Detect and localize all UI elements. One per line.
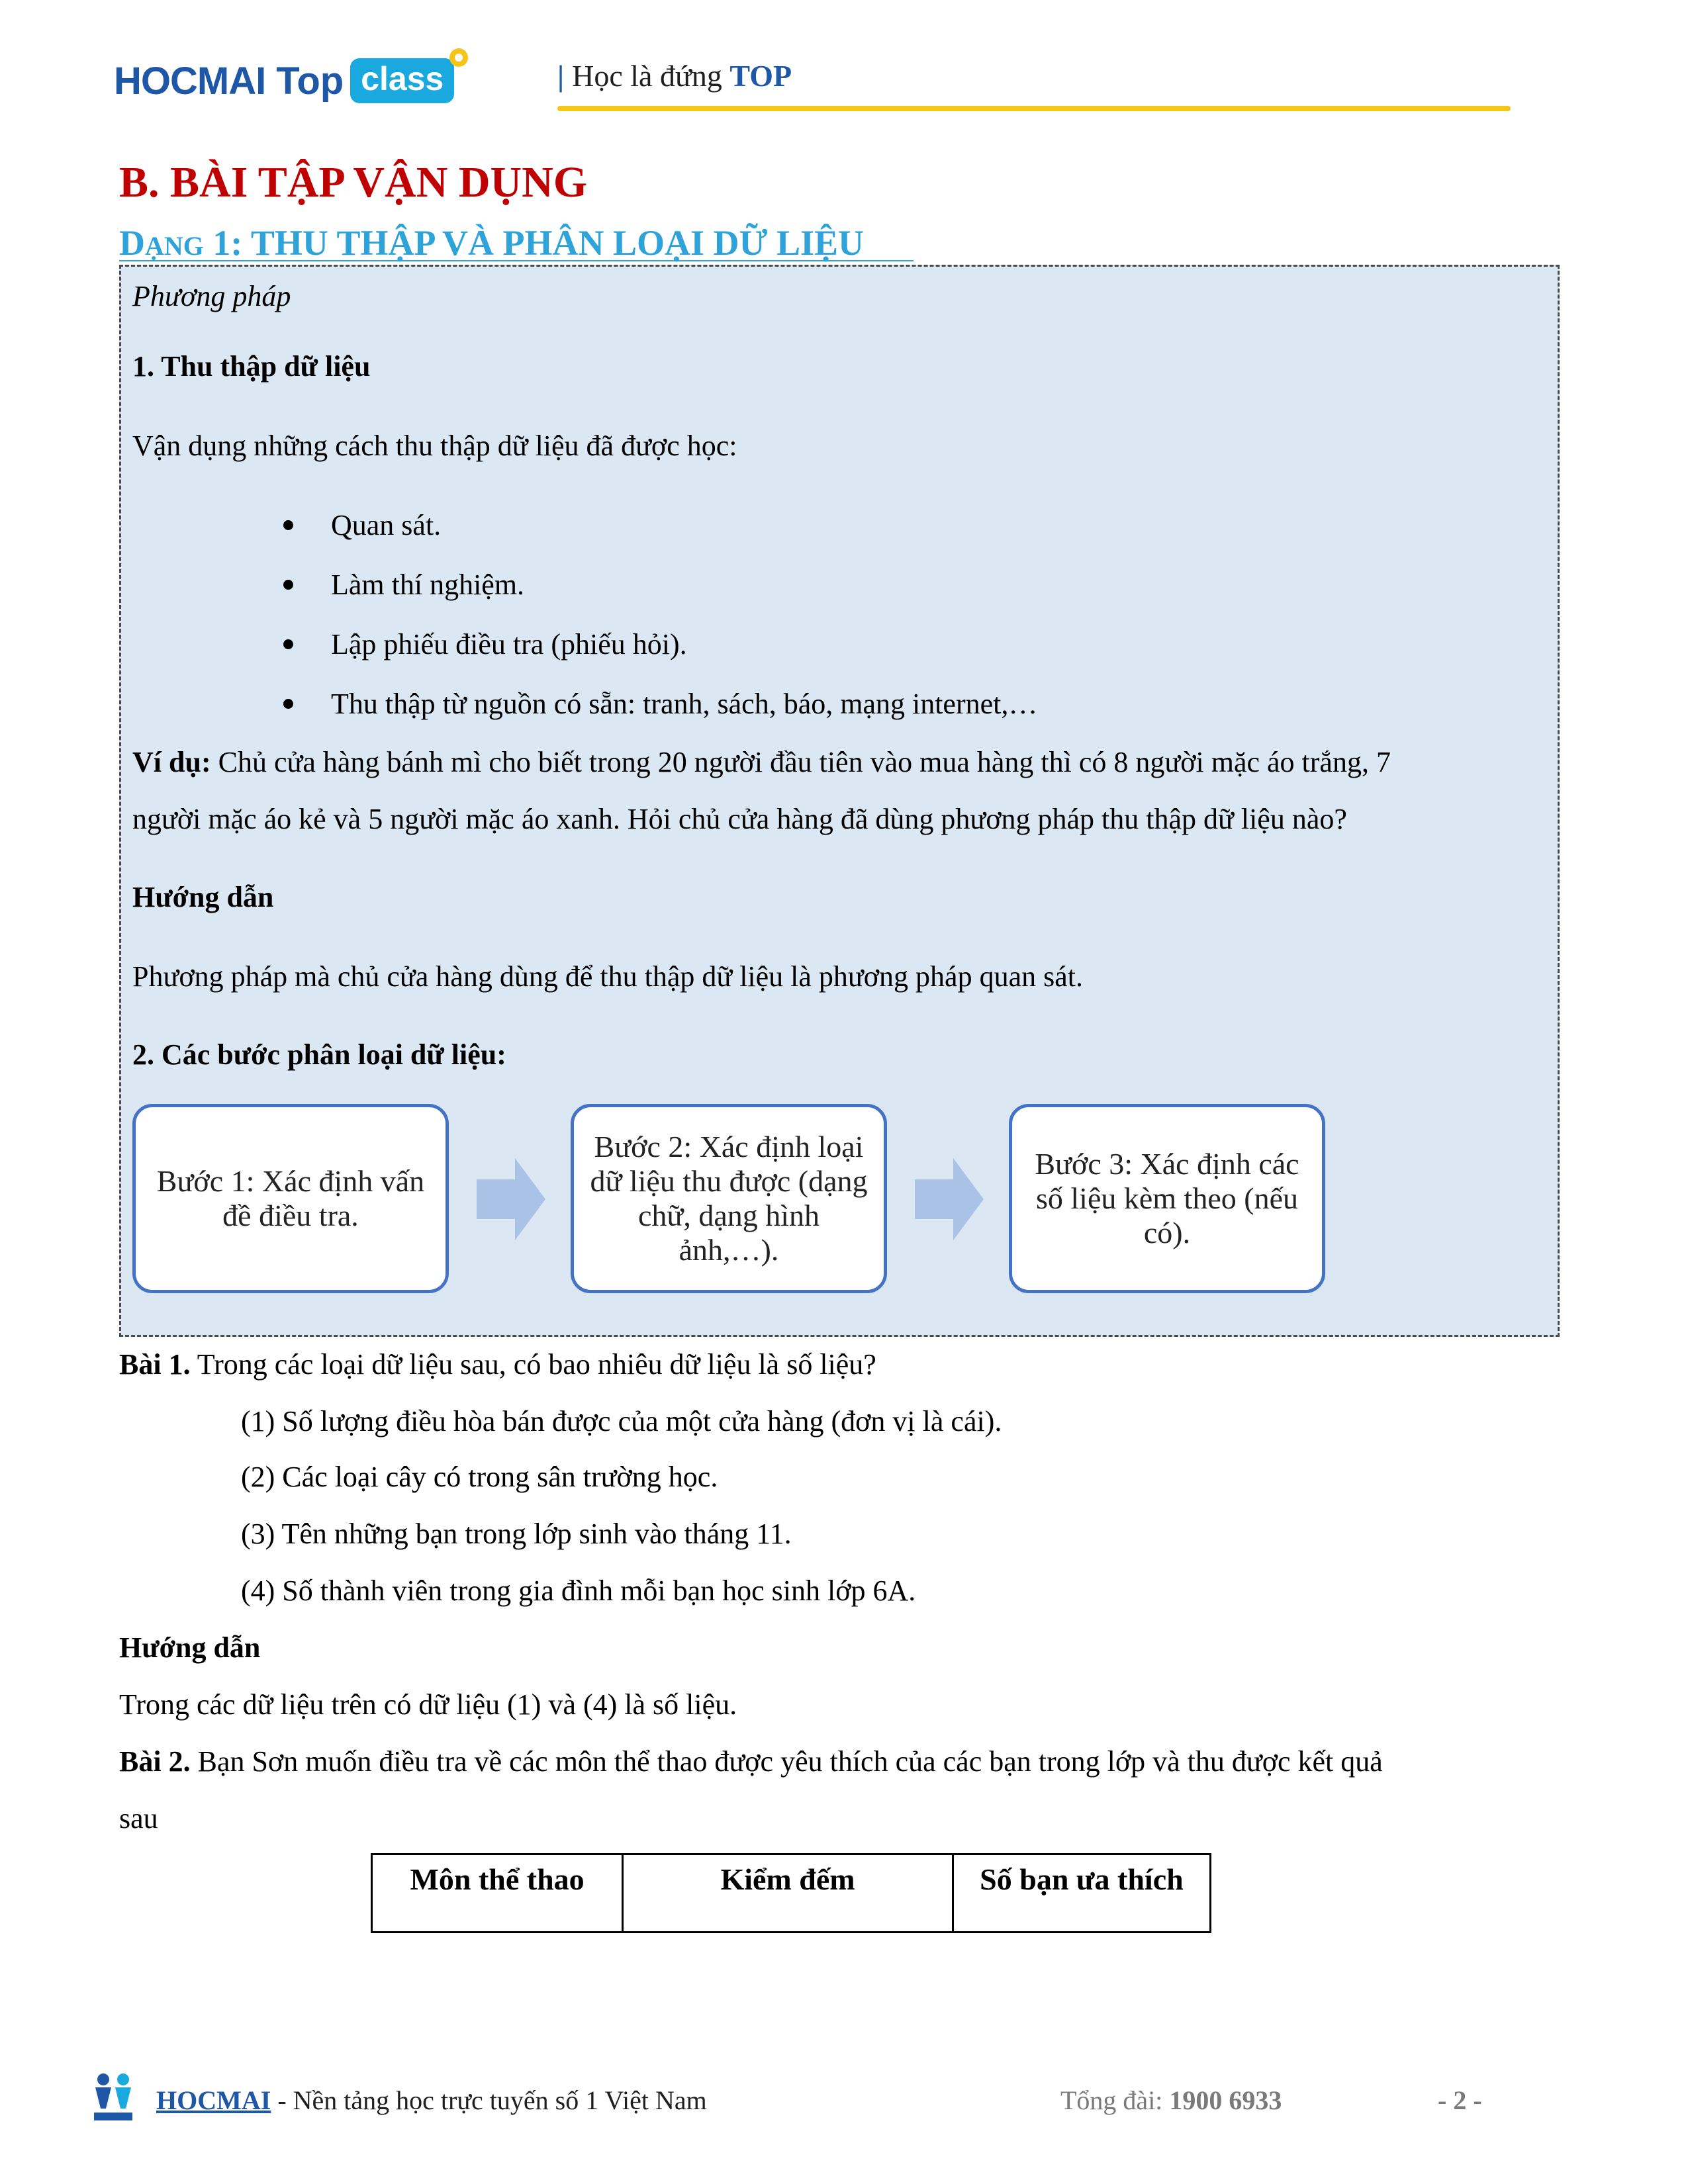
method-bullet-4: Thu thập từ nguồn có sẵn: tranh, sách, báo, mạng internet,… xyxy=(331,688,1038,720)
subtitle-underline xyxy=(119,260,914,261)
tagline-text: Học là đứng xyxy=(572,59,722,93)
example-label: Ví dụ: xyxy=(132,746,211,778)
header-divider xyxy=(557,106,1511,111)
logo-hocmai-text: HOCMAI xyxy=(114,59,266,103)
right-arrow-icon xyxy=(477,1158,545,1240)
exercise-1-question xyxy=(119,1347,876,1382)
footer-slogan-text: - Nền tảng học trực tuyến số 1 Việt Nam xyxy=(271,2085,707,2115)
step-1-box xyxy=(132,1104,449,1293)
section-title: B. BÀI TẬP VẬN DỤNG xyxy=(119,158,588,206)
bullet-icon xyxy=(283,520,293,530)
method-bullet-1: Quan sát. xyxy=(331,509,442,541)
method-bullet-3: Lập phiếu điều tra (phiếu hỏi). xyxy=(331,628,687,660)
method-heading-1: 1. Thu thập dữ liệu xyxy=(132,350,371,383)
footer-slogan xyxy=(156,2085,707,2116)
table-header-cell: Môn thể thao xyxy=(372,1854,623,1933)
step-2-text: Bước 2: Xác định loại dữ liệu thu được (dạng chữ, dạng hình ảnh,…). xyxy=(590,1130,868,1267)
exercise-1-item-2: (2) Các loại cây có trong sân trường học. xyxy=(241,1461,718,1493)
method-intro: Vận dụng những cách thu thập dữ liệu đã được học: xyxy=(132,430,737,462)
example-text-1: Chủ cửa hàng bánh mì cho biết trong 20 người đầu tiên vào mua hàng thì có 8 người mặc áo trắng, 7 xyxy=(211,746,1391,778)
exercise-1-text: Trong các loại dữ liệu sau, có bao nhiêu dữ liệu là số liệu? xyxy=(190,1348,876,1381)
method-heading-2: 2. Các bước phân loại dữ liệu: xyxy=(132,1038,506,1071)
method-guide-label: Hướng dẫn xyxy=(132,881,274,913)
section-subtitle xyxy=(119,222,864,263)
bullet-icon xyxy=(283,580,293,590)
subtitle-rest: 1: THU THẬP VÀ PHÂN LOẠI DỮ LIỆU xyxy=(203,223,865,263)
footer-phone xyxy=(1060,2085,1282,2116)
step-1-text: Bước 1: Xác định vấn đề điều tra. xyxy=(156,1164,425,1232)
logo-top-text: Top xyxy=(276,59,344,103)
exercise-2-text: Bạn Sơn muốn điều tra về các môn thể thao được yêu thích của các bạn trong lớp và thu được kết quả xyxy=(190,1745,1383,1778)
bullet-icon xyxy=(283,639,293,649)
step-2-box xyxy=(571,1104,887,1293)
example-line-1 xyxy=(132,745,1391,780)
table-header-row xyxy=(372,1854,1211,1933)
hocmai-footer-logo xyxy=(90,2071,136,2122)
step-3-box xyxy=(1009,1104,1325,1293)
sports-table xyxy=(371,1853,1211,1933)
example-line-2: người mặc áo kẻ và 5 người mặc áo xanh. Hỏi chủ cửa hàng đã dùng phương pháp thu thập dữ liệu nào? xyxy=(132,803,1347,835)
exercise-2-question xyxy=(119,1745,1383,1779)
page-number: - 2 - xyxy=(1438,2085,1482,2115)
tagline-top: TOP xyxy=(729,59,792,93)
method-bullet-2: Làm thí nghiệm. xyxy=(331,569,525,601)
hocmai-topclass-logo xyxy=(114,48,454,114)
right-arrow-icon xyxy=(915,1158,984,1240)
exercise-1-item-1: (1) Số lượng điều hòa bán được của một cửa hàng (đơn vị là cái). xyxy=(241,1405,1002,1437)
exercise-1-item-3: (3) Tên những bạn trong lớp sinh vào tháng 11. xyxy=(241,1518,792,1550)
tagline-separator: | xyxy=(557,59,565,93)
exercise-1-guide-label: Hướng dẫn xyxy=(119,1631,261,1664)
subtitle-first-letter: D xyxy=(119,223,145,263)
exercise-2-label: Bài 2. xyxy=(119,1745,191,1778)
method-guide-text: Phương pháp mà chủ cửa hàng dùng để thu thập dữ liệu là phương pháp quan sát. xyxy=(132,960,1083,993)
exercise-1-item-4: (4) Số thành viên trong gia đình mỗi bạn học sinh lớp 6A. xyxy=(241,1574,916,1607)
logo-class-badge xyxy=(350,58,454,103)
footer-phone-number: 1900 6933 xyxy=(1169,2085,1282,2115)
header-tagline xyxy=(557,58,792,93)
footer-brand-link[interactable]: HOCMAI xyxy=(156,2085,271,2115)
method-label: Phương pháp xyxy=(132,280,291,312)
flower-icon xyxy=(447,46,470,69)
exercise-1-label: Bài 1. xyxy=(119,1348,191,1381)
subtitle-smallcaps: ẠNG xyxy=(145,231,204,261)
step-3-text: Bước 3: Xác định các số liệu kèm theo (nếu có). xyxy=(1035,1147,1299,1250)
logo-class-text: class xyxy=(361,60,444,97)
exercise-1-answer: Trong các dữ liệu trên có dữ liệu (1) và (4) là số liệu. xyxy=(119,1688,737,1721)
exercise-2-question-cont: sau xyxy=(119,1802,158,1835)
table-header-cell: Số bạn ưa thích xyxy=(953,1854,1210,1933)
table-header-cell: Kiểm đếm xyxy=(623,1854,953,1933)
footer-phone-label: Tổng đài: xyxy=(1060,2085,1170,2115)
bullet-icon xyxy=(283,699,293,709)
